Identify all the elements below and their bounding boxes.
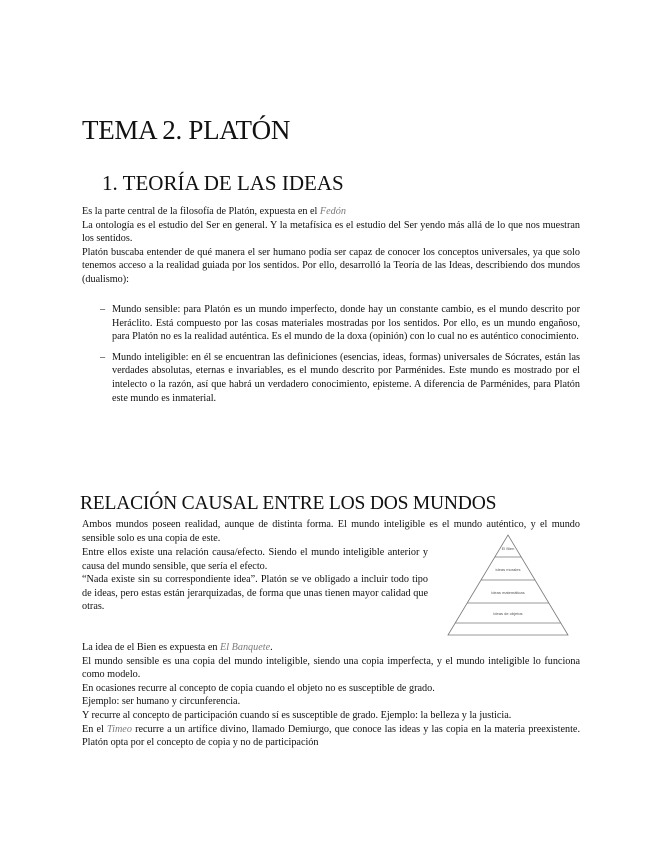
participation-paragraph: Y recurre al concepto de participación cuando sí es susceptible de grado. Ejemplo: la belleza y la justicia. (82, 709, 512, 721)
copia-concept-paragraph: En ocasiones recurre al concepto de copia cuando el objeto no es susceptible de grado. (82, 682, 435, 694)
intro-paragraph: Es la parte central de la filosofía de Platón, expuesta en el Fedón (82, 206, 346, 217)
pyramid-label-objetos: ideas de objetos (493, 611, 523, 616)
dash-bullet-icon: – (100, 304, 106, 315)
section-heading-teoria: 1. TEORÍA DE LAS IDEAS (102, 171, 344, 195)
dash-bullet-icon: – (100, 351, 106, 363)
list-item: – Mundo inteligible: en él se encuentran las definiciones (esencias, ideas, formas) universales de Sócrates, están las verdades absolutas, eternas e invariables, es el mundo descrito por Parménides. Este mundo es mostrado por el intelecto o la razón, así que habrá un verdadero conocimiento, episteme. A diferencia de Parménides, para Platón este mundo es inmaterial. (100, 351, 580, 404)
hierarchy-paragraph: “Nada existe sin su correspondiente idea”. Platón se ve obligado a incluir todo tipo de ideas, pero estas están jerarquizadas, de forma que unas tienen mayor calidad que otras. (82, 574, 428, 613)
banquete-ref: El Banquete (220, 642, 271, 653)
fedon-ref: Fedón (319, 206, 346, 217)
both-worlds-paragraph: Ambos mundos poseen realidad, aunque de distinta forma. El mundo inteligible es el mundo auténtico, y el mundo sensible solo es una copia de este. (82, 519, 580, 544)
causal-paragraph: Entre ellos existe una relación causa/efecto. Siendo el mundo inteligible anterior y causa del mundo sensible, que sería el efecto. (82, 547, 428, 572)
dualism-paragraph: Platón buscaba entender de qué manera el ser humano podía ser capaz de conocer los conceptos universales, ya que solo tenemos acceso a la realidad guiada por los sentidos. Por ello, desarrolló la Teoría de las Ideas, describiendo dos mundos (dualismo): (82, 246, 580, 285)
ontology-paragraph: La ontología es el estudio del Ser en general. Y la metafísica es el estudio del Ser yendo más allá de lo que nos muestran los sentidos. (82, 219, 580, 245)
example-paragraph: Ejemplo: ser humano y circunferencia. (82, 696, 241, 708)
section2-body (82, 641, 580, 750)
pyramid-label-bien: El Bien (501, 546, 515, 551)
pyramid-label-morales: ideas morales (495, 567, 521, 572)
pyramid-label-matematicas: ideas matemáticas (491, 590, 525, 595)
ideas-pyramid-diagram (446, 533, 570, 639)
timeo-ref: Timeo (107, 723, 132, 735)
section2-left-column (82, 546, 428, 614)
list-item: – Mundo sensible: para Platón es un mundo imperfecto, donde hay un constante cambio, es el mundo descrito por Heráclito. Está compuesto por las cosas materiales mostradas por los sentidos. Por ello, es un mundo engañoso, para Platón no es la realidad auténtica. Es el mundo de la doxa (opinión) con lo cual no es auténtico conocimiento. (100, 304, 580, 343)
worlds-list (82, 303, 580, 405)
copy-paragraph: El mundo sensible es una copia del mundo inteligible, siendo una copia imperfecta, y el mundo inteligible lo funciona como modelo. (82, 655, 580, 681)
timeo-paragraph: En el Timeo recurre a un artífice divino, llamado Demiurgo, que conoce las ideas y las copia en la materia preexistente. Platón opta por el concepto de copia y no de participación (82, 723, 580, 749)
bien-paragraph: La idea de el Bien es expuesta en El Banquete. (82, 642, 273, 653)
worlds-list-container (82, 303, 580, 412)
section-heading-relacion: RELACIÓN CAUSAL ENTRE LOS DOS MUNDOS (80, 493, 497, 514)
document-title: TEMA 2. PLATÓN (82, 115, 291, 145)
section1-body (82, 205, 580, 287)
